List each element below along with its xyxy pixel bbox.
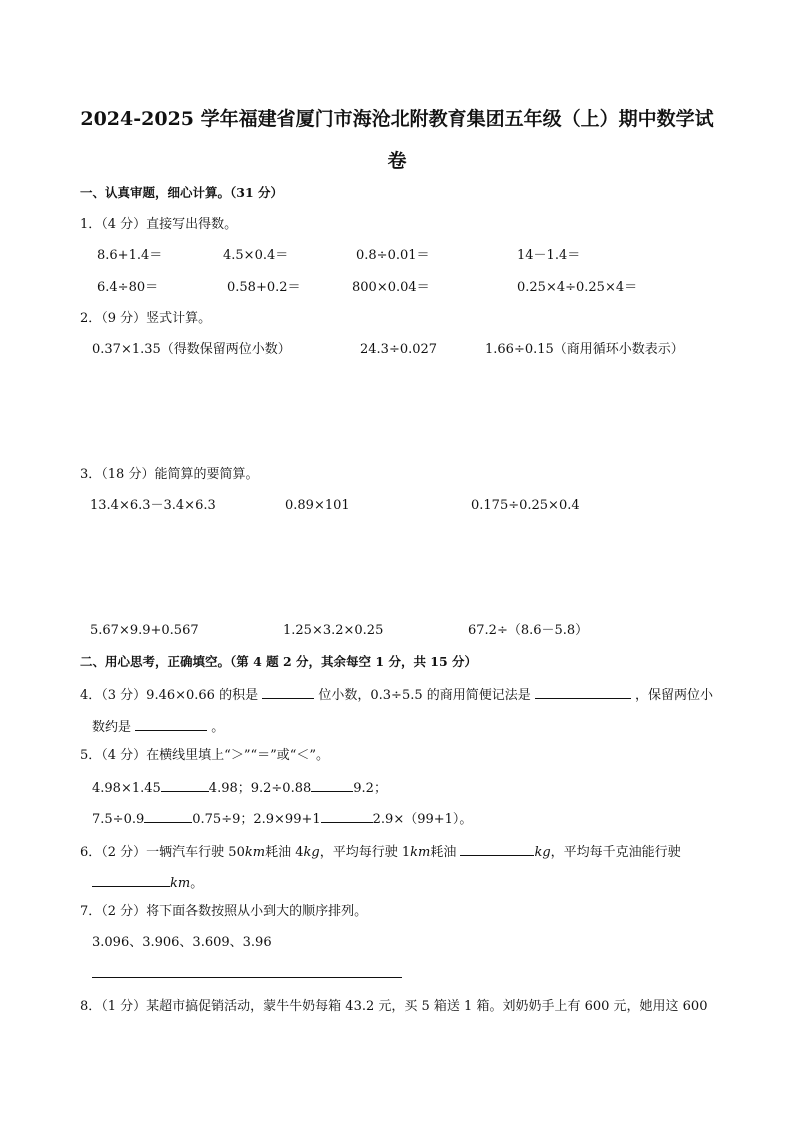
q5-text: 4.98；9.2÷0.88 (208, 781, 312, 796)
q2-stem: 2．（9 分）竖式计算。 (80, 311, 212, 326)
q3-item: 1.25×3.2×0.25 (283, 623, 384, 638)
q6-text: ，平均每千克油能行驶 (550, 845, 681, 860)
q6-text: ，平均每行驶 1 (319, 845, 411, 860)
q6-text: 6．（2 分）一辆汽车行驶 50 (80, 845, 245, 860)
q6-unit: km (170, 876, 191, 891)
q1-item: 800×0.04＝ (352, 280, 430, 295)
q6-line1 (80, 842, 681, 862)
q4-line1 (80, 685, 713, 705)
q7-stem: 7．（2 分）将下面各数按照从小到大的顺序排列。 (80, 904, 368, 919)
q7-answer-line[interactable] (92, 977, 402, 978)
q2-item: 0.37×1.35（得数保留两位小数） (92, 342, 291, 357)
q2-item: 24.3÷0.027 (360, 342, 438, 357)
q3-stem: 3．（18 分）能简算的要简算。 (80, 467, 259, 482)
q4-text: ，保留两位小 (635, 688, 714, 703)
q6-blank-2[interactable] (92, 873, 170, 887)
q6-text: 。 (190, 876, 204, 891)
exam-title-line2: 卷 (387, 150, 407, 172)
q5-blank-2[interactable] (311, 778, 353, 792)
q4-blank-2[interactable] (535, 685, 631, 699)
q2-item: 1.66÷0.15（商用循环小数表示） (485, 342, 684, 357)
q6-unit: kg (303, 845, 320, 860)
q6-blank-1[interactable] (460, 842, 534, 856)
exam-title-line1: 2024-2025 学年福建省厦门市海沧北附教育集团五年级（上）期中数学试 (80, 108, 714, 130)
q1-item: 0.58+0.2＝ (227, 280, 301, 295)
q5-text: 7.5÷0.9 (92, 812, 145, 827)
q1-stem: 1．（4 分）直接写出得数。 (80, 217, 238, 232)
q3-item: 67.2÷（8.6－5.8） (468, 623, 589, 638)
q4-text: 4．（3 分）9.46×0.66 的积是 (80, 688, 259, 703)
q4-text: 数约是 (92, 720, 132, 735)
q1-item: 14－1.4＝ (517, 248, 581, 263)
q5-text: 2.9×（99+1）。 (372, 812, 473, 827)
q3-item: 0.89×101 (285, 498, 350, 513)
q5-row-2 (92, 809, 472, 829)
section1-heading: 一、认真审题，细心计算。（31 分） (80, 185, 283, 200)
q3-item: 0.175÷0.25×0.4 (471, 498, 580, 513)
q5-blank-1[interactable] (161, 778, 209, 792)
q6-line2 (92, 873, 203, 893)
q7-numbers: 3.096、3.906、3.609、3.96 (92, 935, 272, 950)
q6-text: 耗油 (430, 845, 457, 860)
q3-item: 13.4×6.3－3.4×6.3 (90, 498, 216, 513)
q4-blank-1[interactable] (262, 685, 314, 699)
q1-item: 8.6+1.4＝ (97, 248, 163, 263)
q3-item: 5.67×9.9+0.567 (90, 623, 199, 638)
q1-item: 6.4÷80＝ (97, 280, 159, 295)
q6-unit: km (410, 845, 431, 860)
q4-line2 (92, 717, 224, 737)
q1-item: 4.5×0.4＝ (223, 248, 289, 263)
q4-text: 位小数，0.3÷5.5 的商用简便记法是 (318, 688, 531, 703)
q8-stem: 8．（1 分）某超市搞促销活动，蒙牛牛奶每箱 43.2 元，买 5 箱送 1 箱。刘奶奶手上有 600 元，她用这 600 (80, 999, 708, 1014)
section2-heading: 二、用心思考，正确填空。（第 4 题 2 分，其余每空 1 分，共 15 分） (80, 654, 478, 669)
q5-text: 9.2； (353, 781, 387, 796)
q5-blank-4[interactable] (321, 809, 373, 823)
q5-blank-3[interactable] (144, 809, 192, 823)
q6-text: 耗油 4 (265, 845, 304, 860)
q6-unit: km (244, 845, 266, 860)
q1-item: 0.8÷0.01＝ (356, 248, 430, 263)
q5-stem: 5．（4 分）在横线里填上“＞”“＝”或“＜”。 (80, 748, 330, 763)
q4-text: 。 (211, 720, 225, 735)
q4-blank-3[interactable] (135, 717, 207, 731)
q1-item: 0.25×4÷0.25×4＝ (517, 280, 638, 295)
q5-row-1 (92, 778, 387, 798)
q6-unit: kg (534, 845, 551, 860)
q5-text: 4.98×1.45 (92, 781, 161, 796)
q5-text: 0.75÷9；2.9×99+1 (192, 812, 321, 827)
